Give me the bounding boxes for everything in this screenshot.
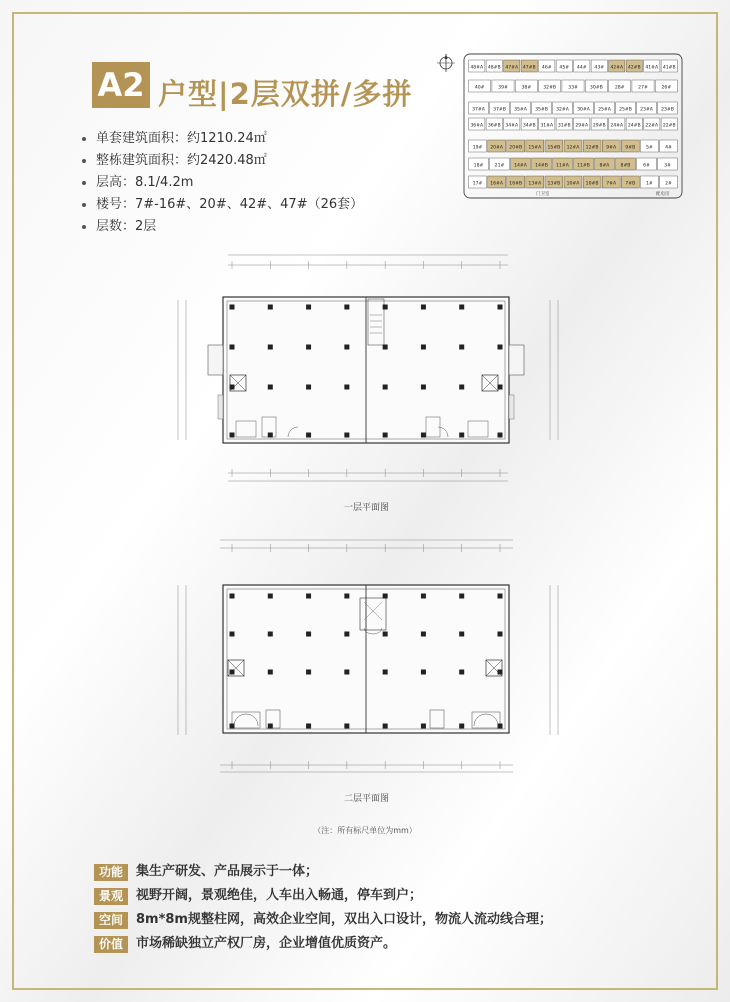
site-block-label: 15#A [528, 145, 542, 151]
site-block-label: 19# [472, 145, 483, 151]
structural-column [498, 305, 503, 310]
site-block-label: 31#A [540, 123, 554, 129]
structural-column [268, 670, 273, 675]
structural-column [383, 433, 388, 438]
site-block-label: 3# [664, 163, 671, 169]
site-block-label: 8#A [599, 163, 610, 169]
structural-column [459, 670, 464, 675]
site-block-label: 41#B [662, 65, 676, 71]
site-block-label: 23#B [661, 107, 674, 113]
structural-column [421, 385, 426, 390]
structural-column [421, 632, 426, 637]
structural-column [268, 724, 273, 729]
site-block-label: 22#B [662, 123, 676, 129]
site-block-label: 35#A [514, 107, 527, 113]
site-block-label: 13#B [547, 181, 561, 187]
structural-column [268, 305, 273, 310]
structural-column [459, 724, 464, 729]
site-block-label: 16#A [490, 181, 504, 187]
structural-column [459, 345, 464, 350]
structural-column [230, 724, 235, 729]
structural-column [306, 724, 311, 729]
feature-item [94, 884, 552, 908]
structural-column [383, 670, 388, 675]
structural-column [344, 594, 349, 599]
site-block-label: 18# [473, 163, 484, 169]
bullet-icon [82, 159, 86, 163]
site-block-label: 37#B [493, 107, 506, 113]
site-block-label: 26# [661, 85, 672, 91]
site-block-label: 48#A [470, 65, 484, 71]
spec-item: 整栋建筑面积：约2420.48㎡ [82, 150, 363, 172]
spec-item: 楼号：7#-16#、20#、42#、47#（26套） [82, 194, 363, 216]
feature-tag: 景观 [94, 888, 128, 905]
site-block-label: 13#A [528, 181, 542, 187]
feature-tag: 价值 [94, 936, 128, 953]
structural-column [268, 433, 273, 438]
feature-text: 8m*8m规整柱网，高效企业空间，双出入口设计，物流人流动线合理； [136, 912, 552, 927]
bullet-icon [82, 225, 86, 229]
structural-column [344, 385, 349, 390]
structural-column [421, 724, 426, 729]
feature-list [94, 860, 552, 956]
structural-column [268, 594, 273, 599]
site-note: 门卫室 [536, 192, 550, 197]
site-block-label: 48#B [487, 65, 501, 71]
floor1-plan [168, 245, 568, 490]
site-block-label: 30#A [577, 107, 590, 113]
site-block-label: 24#B [627, 123, 641, 129]
site-block-label: 32#A [556, 107, 569, 113]
structural-column [268, 345, 273, 350]
unit-note: （注：所有标尺单位为mm） [313, 826, 417, 835]
structural-column [344, 632, 349, 637]
site-block-label: 10#A [566, 181, 580, 187]
structural-column [230, 670, 235, 675]
site-block-label: 25#B [619, 107, 632, 113]
structural-column [344, 670, 349, 675]
structural-column [459, 305, 464, 310]
site-block-label: 4# [665, 145, 672, 151]
structural-column [421, 305, 426, 310]
site-block-label: 29#A [575, 123, 589, 129]
site-block-label: 2# [665, 181, 672, 187]
site-block-label: 33# [568, 85, 578, 91]
site-block-label: 29#B [592, 123, 606, 129]
feature-item [94, 932, 552, 956]
site-block-label: 30#B [589, 85, 603, 91]
structural-column [383, 594, 388, 599]
bullet-icon [82, 181, 86, 185]
site-block-label: 11#A [556, 163, 569, 169]
structural-column [459, 594, 464, 599]
site-block-label: 47#B [522, 65, 536, 71]
structural-column [344, 433, 349, 438]
structural-column [459, 385, 464, 390]
structural-column [344, 724, 349, 729]
bullet-icon [82, 203, 86, 207]
site-map [436, 50, 686, 202]
structural-column [421, 670, 426, 675]
site-block-label: 35#B [535, 107, 548, 113]
feature-item [94, 908, 552, 932]
structural-column [498, 433, 503, 438]
site-block-label: 20#A [490, 145, 504, 151]
site-block-label: 31#B [557, 123, 571, 129]
structural-column [383, 385, 388, 390]
structural-column [230, 385, 235, 390]
site-block-label: 28# [614, 85, 625, 91]
site-block-label: 43# [594, 65, 605, 71]
site-block-label: 12#A [566, 145, 580, 151]
site-block-label: 20#B [509, 145, 523, 151]
site-block-label: 11#B [577, 163, 590, 169]
site-block-label: 6# [643, 163, 650, 169]
site-block-label: 45# [559, 65, 570, 71]
site-block-label: 5# [645, 145, 653, 151]
structural-column [230, 305, 235, 310]
feature-tag: 功能 [94, 864, 128, 881]
site-block-label: 39# [498, 85, 508, 91]
site-block-label: 34#B [522, 123, 536, 129]
site-block-label: 16#B [509, 181, 523, 187]
site-block-label: 7#A [606, 181, 617, 187]
site-block-label: 25#A [598, 107, 611, 113]
site-block-label: 37#A [472, 107, 485, 113]
site-block-label: 17# [472, 181, 483, 187]
structural-column [268, 385, 273, 390]
structural-column [459, 433, 464, 438]
floor2-caption: 二层平面图 [344, 794, 390, 804]
structural-column [498, 594, 503, 599]
structural-column [230, 594, 235, 599]
spec-item: 层数：2层 [82, 216, 363, 238]
unit-title: 户型|2层双拼/多拼 [158, 77, 413, 111]
structural-column [421, 345, 426, 350]
structural-column [268, 632, 273, 637]
feature-item [94, 860, 552, 884]
structural-column [383, 724, 388, 729]
unit-badge: A2 [92, 62, 150, 108]
site-block-label: 46# [541, 65, 552, 71]
site-block-label: 12#B [585, 145, 599, 151]
site-block-label: 22#A [645, 123, 659, 129]
structural-column [498, 385, 503, 390]
bullet-icon [82, 137, 86, 141]
site-block-label: 40# [474, 85, 485, 91]
structural-column [498, 724, 503, 729]
structural-column [306, 670, 311, 675]
site-block-label: 38# [521, 85, 532, 91]
site-note: 配电房 [656, 192, 670, 197]
site-block-label: 34#A [505, 123, 519, 129]
site-block-label: 44# [576, 65, 587, 71]
structural-column [383, 345, 388, 350]
site-block-label: 27# [638, 85, 648, 91]
structural-column [230, 345, 235, 350]
structural-column [306, 594, 311, 599]
structural-column [498, 345, 503, 350]
site-block-label: 14#A [514, 163, 527, 169]
structural-column [383, 305, 388, 310]
structural-column [306, 632, 311, 637]
structural-column [230, 632, 235, 637]
site-block-label: 7#B [625, 181, 636, 187]
structural-column [230, 433, 235, 438]
floor1-caption: 一层平面图 [344, 503, 390, 513]
structural-column [306, 305, 311, 310]
structural-column [498, 632, 503, 637]
spec-item: 层高：8.1/4.2m [82, 172, 363, 194]
site-block-label: 10#B [585, 181, 599, 187]
site-block-label: 36#A [470, 123, 484, 129]
site-block-label: 15#B [547, 145, 561, 151]
site-block-label: 1# [645, 181, 653, 187]
site-block-label: 32#B [543, 85, 557, 91]
feature-text: 集生产研发、产品展示于一体； [136, 864, 319, 879]
structural-column [498, 670, 503, 675]
structural-column [306, 385, 311, 390]
site-block-label: 42#B [627, 65, 641, 71]
site-block-label: 9#A [606, 145, 617, 151]
structural-column [421, 433, 426, 438]
structural-column [306, 433, 311, 438]
structural-column [344, 305, 349, 310]
site-block-label: 14#B [535, 163, 548, 169]
structural-column [459, 632, 464, 637]
structural-column [421, 594, 426, 599]
structural-column [383, 632, 388, 637]
site-block-label: 9#B [625, 145, 636, 151]
site-block-label: 21# [494, 163, 505, 169]
site-block-label: 41#A [645, 65, 659, 71]
feature-tag: 空间 [94, 912, 128, 929]
site-block-label: 24#A [610, 123, 624, 129]
structural-column [306, 345, 311, 350]
site-block-label: 8#B [620, 163, 631, 169]
site-block-label: 42#A [610, 65, 624, 71]
spec-item: 单套建筑面积：约1210.24㎡ [82, 128, 363, 150]
spec-list [82, 128, 363, 238]
feature-text: 市场稀缺独立产权厂房，企业增值优质资产。 [136, 936, 397, 951]
site-block-label: 36#B [487, 123, 501, 129]
structural-column [344, 345, 349, 350]
feature-text: 视野开阔，景观绝佳，人车出入畅通，停车到户； [136, 888, 423, 903]
site-block-label: 47#A [505, 65, 519, 71]
floor2-plan [168, 530, 568, 780]
site-block-label: 23#A [640, 107, 653, 113]
